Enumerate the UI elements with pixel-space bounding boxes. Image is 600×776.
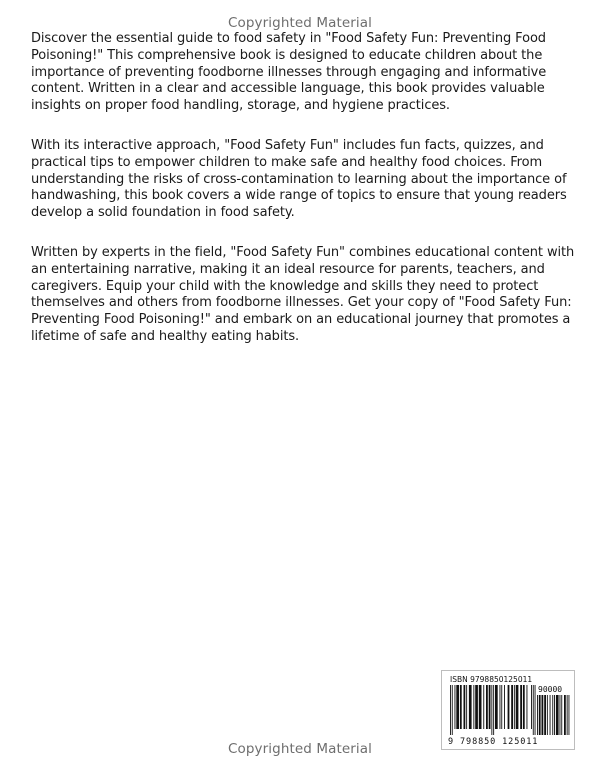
barcode-bar	[464, 685, 466, 729]
barcode-bar	[556, 695, 559, 735]
barcode-bar	[456, 685, 459, 729]
barcode-bar	[495, 685, 498, 729]
barcode-bar	[569, 695, 570, 735]
isbn-digits: 9 798850 125011	[448, 737, 539, 747]
barcode-bar	[567, 695, 568, 735]
barcode-bar	[483, 685, 484, 729]
barcode-bar	[542, 695, 544, 735]
barcode-bar	[537, 695, 538, 735]
barcode-bar	[535, 685, 536, 735]
barcode-bar	[514, 685, 515, 729]
barcode-bar	[531, 685, 532, 729]
description-paragraph-3: Written by experts in the field, "Food Safety Fun" combines educational content with an entertaining narrative, making it an ideal resource for parents, teachers, and caregivers. Equip your child with the knowledge and skills they need to protect themselves and others from foodborne illnesses. Get your copy of "Food Safety Fun: Preventing Food Poisoning!" and embark on an educational journey that promotes a lifetime of safe and healthy eating habits.	[31, 244, 575, 344]
barcode-bar	[504, 685, 505, 729]
copyright-watermark-top: Copyrighted Material	[228, 15, 372, 31]
barcode-bar	[452, 685, 453, 735]
barcode-bar	[564, 695, 566, 735]
book-description	[31, 31, 581, 369]
barcode-bar	[491, 685, 492, 735]
copyright-watermark-bottom: Copyrighted Material	[228, 741, 372, 757]
barcode-bar	[455, 685, 456, 729]
description-paragraph-1: Discover the essential guide to food safety in "Food Safety Fun: Preventing Food Poisoning!" This comprehensive book is designed to educate children about the importance of preventing foodborne illnesses through engaging and informative content. Written in a clear and accessible language, this book provides valuable insights on proper food handling, storage, and hygiene practices.	[31, 31, 547, 114]
barcode-bar	[561, 695, 562, 735]
barcode-bar	[520, 685, 522, 729]
barcode-bar	[469, 685, 472, 729]
barcode-bar	[550, 695, 551, 735]
barcode-bar	[460, 685, 462, 729]
barcode-bar	[516, 685, 519, 729]
barcode-bar	[523, 685, 525, 729]
barcode-bar	[539, 695, 541, 735]
barcode-bar	[450, 685, 451, 735]
barcode-bar	[544, 695, 546, 735]
isbn-label: ISBN 9798850125011	[450, 675, 533, 684]
barcode-bar	[493, 685, 494, 735]
barcode-bar	[501, 685, 502, 729]
barcode-bar	[533, 685, 534, 735]
barcode-bar	[508, 685, 510, 729]
price-code: 90000	[538, 685, 563, 694]
barcode-bar	[560, 695, 561, 735]
barcode-bar	[486, 685, 488, 729]
barcode-bar	[500, 685, 501, 729]
description-paragraph-2: With its interactive approach, "Food Safety Fun" includes fun facts, quizzes, and practical tips to empower children to make safe and healthy food choices. From understanding the risks of cross-contamination to learning about the importance of handwashing, this book covers a wide range of topics to ensure that young readers develop a solid foundation in food safety.	[31, 137, 567, 221]
barcode-bar	[511, 685, 513, 729]
barcode-bar	[479, 685, 482, 729]
barcode-bar	[466, 685, 467, 729]
barcode-bar	[527, 685, 528, 729]
barcode-bar	[547, 695, 548, 735]
barcode-bar	[489, 685, 491, 729]
barcode-bar	[475, 685, 478, 729]
barcode-bar	[554, 695, 555, 735]
barcode-bar	[552, 695, 553, 735]
barcode-bar	[473, 685, 474, 729]
isbn-barcode	[441, 670, 575, 750]
ean13-barcode-bars	[450, 685, 536, 737]
price-addon-barcode-bars	[537, 695, 570, 737]
